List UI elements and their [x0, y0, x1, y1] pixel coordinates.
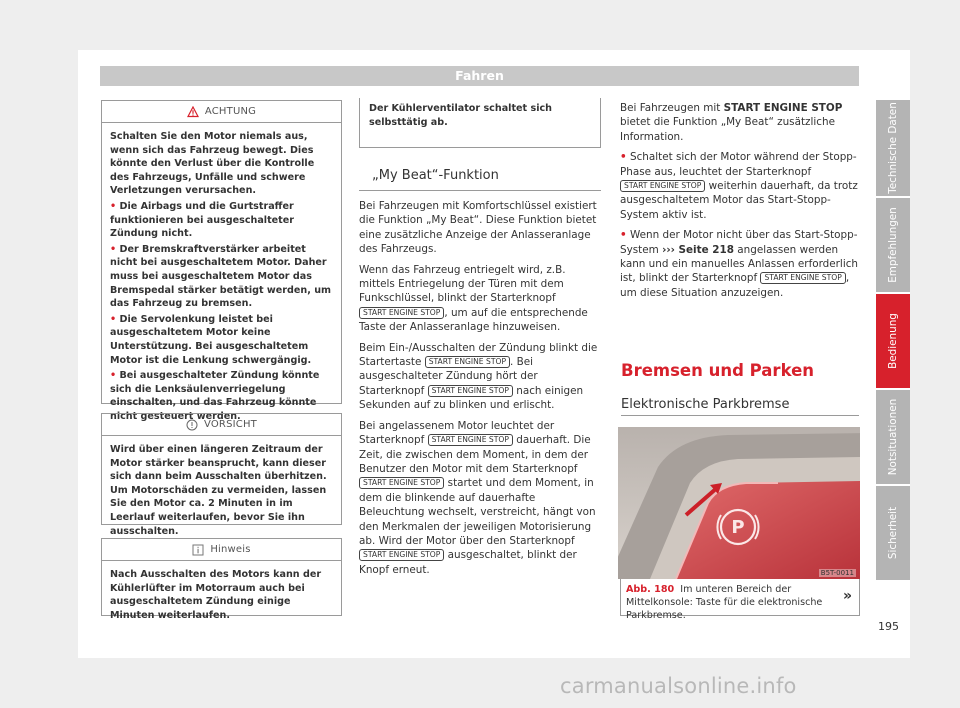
- warning-bullet: • Die Airbags und die Gurtstraffer funktionieren bei ausgeschalteter Zündung nicht.: [110, 200, 295, 240]
- figure-code: B5T-0011: [820, 569, 854, 577]
- warning-body: [102, 123, 341, 433]
- paragraph: Bei Fahrzeugen mit START ENGINE STOP bietet die Funktion „My Beat“ zusätzliche Information.: [620, 102, 843, 143]
- note-title: Hinweis: [210, 544, 251, 555]
- caution-circle-icon: [186, 419, 198, 431]
- heading-rule: [359, 190, 601, 191]
- start-engine-stop-key: START ENGINE STOP: [359, 549, 444, 561]
- start-engine-stop-key: START ENGINE STOP: [425, 356, 510, 368]
- start-engine-stop-key: START ENGINE STOP: [359, 477, 444, 489]
- info-icon: [192, 544, 204, 556]
- paragraph: Wenn das Fahrzeug entriegelt wird, z.B. mittels Entriegelung der Türen mit dem Funkschlüssel, blinkt der Starterknopf START ENGINE STOP , um auf die entsprechende Taste der Anlasseranlage hinzuweisen.: [359, 263, 588, 334]
- start-engine-stop-key: START ENGINE STOP: [428, 434, 513, 446]
- subsection-rule: [621, 415, 859, 416]
- continue-arrow: »: [843, 588, 853, 604]
- tab-bedienung[interactable]: Bedienung: [876, 294, 910, 390]
- figure-label: Abb. 180: [626, 584, 675, 595]
- warning-bullet: • Die Servolenkung leistet bei ausgeschaltetem Motor keine Unterstützung. Bei ausgeschaltetem Motor ist die Lenkung schwergängig.: [110, 313, 312, 366]
- tab-sicherheit[interactable]: Sicherheit: [876, 486, 910, 582]
- page-number: 195: [878, 620, 899, 633]
- start-engine-stop-key: START ENGINE STOP: [428, 385, 513, 397]
- section-heading-my-beat: „My Beat“-Funktion: [372, 168, 499, 183]
- watermark: carmanualsonline.info: [560, 674, 797, 698]
- parking-brake-photo: [618, 427, 860, 579]
- warning-triangle-icon: [187, 106, 199, 118]
- bullet-item: • Schaltet sich der Motor während der Stopp-Phase aus, leuchtet der Starterknopf START ENGINE STOP weiterhin dauerhaft, da trotz ausgeschaltetem Motor das Start-Stopp-System aktiv ist.: [620, 151, 858, 221]
- chapter-header: Fahren: [100, 66, 859, 86]
- tab-technische-daten[interactable]: Technische Daten: [876, 100, 910, 198]
- subsection-title: Elektronische Parkbremse: [621, 397, 790, 412]
- note-box: [101, 538, 342, 621]
- bullet-item: • Wenn der Motor nicht über das Start-Stopp-System ››› Seite 218 angelassen werden kann und ein manuelles Anlassen erforderlich ist, blinkt der Starterknopf START ENGINE STOP , um diese Situation anzuzeigen.: [620, 229, 859, 299]
- caution-box: [101, 413, 342, 537]
- warning-bullet: • Der Bremskraftverstärker arbeitet nicht bei ausgeschaltetem Motor. Daher muss bei ausgeschaltetem Motor das Bremspedal stärker betätigt werden, um das Fahrzeug zu bremsen.: [110, 243, 332, 310]
- paragraph: Bei Fahrzeugen mit Komfortschlüssel existiert die Funktion „My Beat“. Diese Funktion bietet eine zusätzliche Anzeige der Anlasseranlage des Fahrzeugs.: [359, 200, 597, 256]
- start-engine-stop-key: START ENGINE STOP: [359, 307, 444, 319]
- warning-box: [101, 100, 342, 422]
- continued-note-box: Der Kühlerventilator schaltet sich selbsttätig ab.: [359, 98, 601, 148]
- tab-empfehlungen[interactable]: Empfehlungen: [876, 198, 910, 294]
- section-title: Bremsen und Parken: [621, 361, 815, 380]
- note-box-header: [102, 539, 341, 561]
- start-engine-stop-key: START ENGINE STOP: [760, 272, 845, 284]
- paragraph: Bei angelassenem Motor leuchtet der Starterknopf START ENGINE STOP dauerhaft. Die Zeit, die zwischen dem Moment, in dem der Benutzer den Motor mit dem Starterknopf START ENGINE STOP startet und dem Moment, in dem die blinkende auf dauerhafte Beleuchtung wechselt, verstreicht, hängt von den Merkmalen der jeweiligen Motorisierung ab. Wird der Motor über den Starterknopf START ENGINE STOP ausgeschaltet, blinkt der Knopf erneut.: [359, 419, 596, 576]
- start-engine-stop-key: START ENGINE STOP: [620, 180, 705, 192]
- warning-bullet: • Bei ausgeschalteter Zündung könnte sich die Lenksäulenverriegelung einschalten, und das Fahrzeug könnte nicht gesteuert werden.: [110, 370, 320, 422]
- caution-body: Wird über einen längeren Zeitraum der Motor stärker beansprucht, kann dieser sich dann beim Ausschalten überhitzen. Um Motorschäden zu vermeiden, lassen Sie den Motor ca. 2 Minuten in im Leerlauf weiterlaufen, bevor Sie ihn ausschalten.: [110, 444, 327, 537]
- note-body: Nach Ausschalten des Motors kann der Kühlerlüfter im Motorraum auch bei ausgeschaltetem Zündung einige Minuten weiterlaufen.: [110, 569, 322, 621]
- caution-box-header: [102, 414, 341, 436]
- figure-caption: Abb. 180 Im unteren Bereich der Mittelkonsole: Taste für die elektronische Parkbremse.: [626, 584, 823, 621]
- paragraph: Beim Ein-/Ausschalten der Zündung blinkt die Startertaste START ENGINE STOP . Bei ausgeschalteter Zündung hört der Starterknopf START ENGINE STOP nach einigen Sekunden auf zu blinken und erlischt.: [359, 341, 598, 412]
- tab-notsituationen[interactable]: Notsituationen: [876, 390, 910, 486]
- warning-title: ACHTUNG: [204, 106, 257, 117]
- caution-title: VORSICHT: [204, 419, 257, 430]
- middle-column-text: [359, 199, 602, 583]
- warning-intro: Schalten Sie den Motor niemals aus, wenn sich das Fahrzeug bewegt. Dies könnte den Verlust über die Kontrolle des Fahrzeugs, Unfälle und schwere Verletzungen verursachen.: [110, 131, 315, 197]
- svg-text:P: P: [731, 517, 745, 538]
- page-reference-link[interactable]: ››› Seite 218: [662, 243, 734, 256]
- right-column-text: [620, 101, 860, 306]
- warning-box-header: [102, 101, 341, 123]
